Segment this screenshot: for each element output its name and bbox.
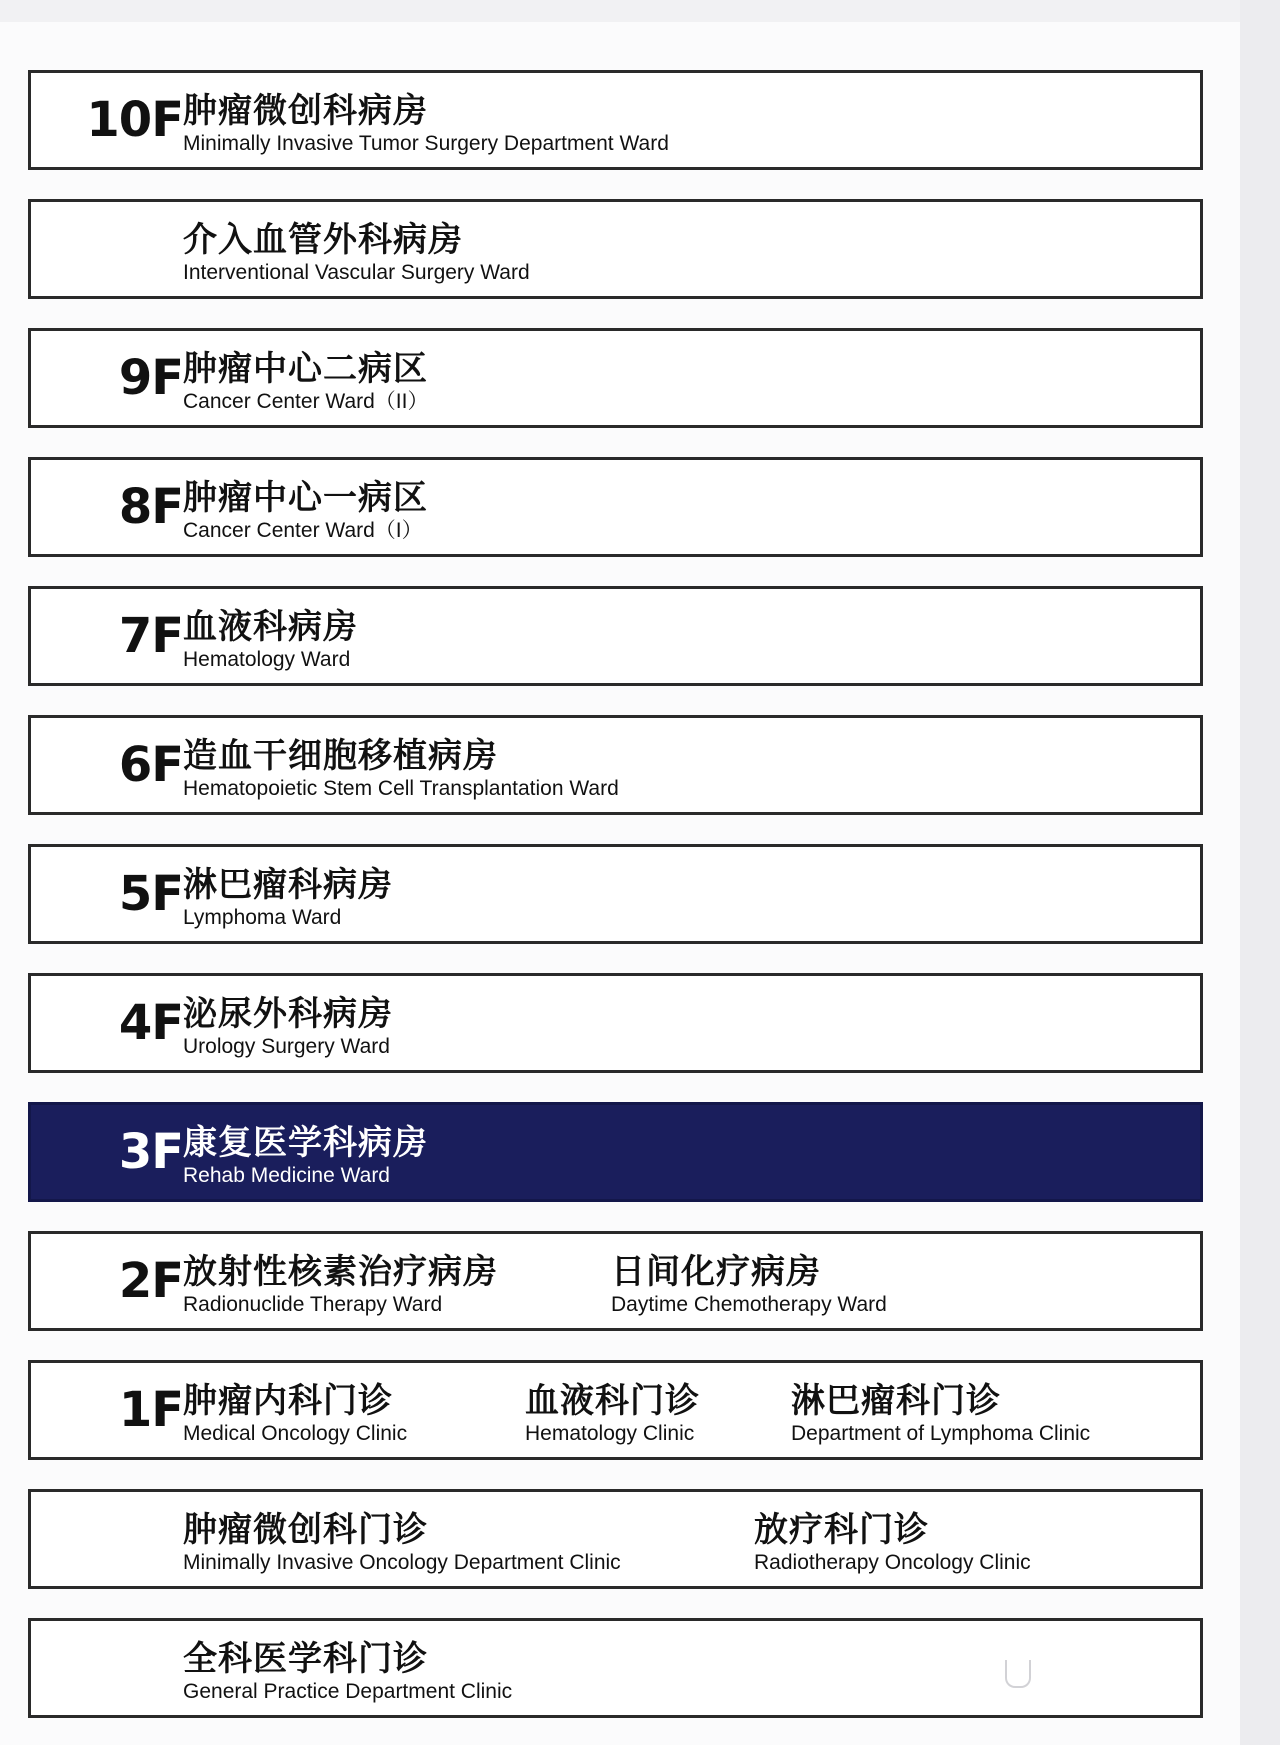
department-name-cn: 全科医学科门诊 (183, 1639, 428, 1679)
department-name-cn: 淋巴瘤科病房 (183, 865, 393, 905)
scuff-mark-decoration (1005, 1660, 1031, 1688)
department-name-en: Medical Oncology Clinic (183, 1422, 408, 1445)
floor-number: 10F (86, 92, 183, 148)
department-entry (183, 1510, 621, 1576)
department-name-cn: 日间化疗病房 (611, 1252, 821, 1292)
department-entry (183, 994, 393, 1060)
floor-row-1f (28, 1360, 1203, 1460)
department-entry (183, 220, 530, 286)
floor-number: 1F (118, 1382, 183, 1438)
floor-row-10f-extra (28, 199, 1203, 299)
department-name-en: Radionuclide Therapy Ward (183, 1293, 443, 1316)
department-entry (183, 1639, 512, 1705)
department-name-cn: 血液科病房 (183, 607, 358, 647)
floor-row-4f (28, 973, 1203, 1073)
floor-row-9f (28, 328, 1203, 428)
department-name-en: General Practice Department Clinic (183, 1680, 513, 1703)
department-entry (183, 1252, 498, 1318)
department-entry (791, 1381, 1090, 1447)
department-name-cn: 康复医学科病房 (183, 1123, 428, 1163)
department-name-cn: 肿瘤中心二病区 (183, 349, 428, 389)
floor-number: 2F (118, 1253, 183, 1309)
department-name-cn: 放射性核素治疗病房 (183, 1252, 498, 1292)
department-entry (754, 1510, 1031, 1576)
floor-row-7f (28, 586, 1203, 686)
department-name-cn: 放疗科门诊 (754, 1510, 929, 1550)
department-name-en: Daytime Chemotherapy Ward (611, 1293, 887, 1316)
floor-number: 4F (118, 995, 183, 1051)
department-entry (183, 865, 393, 931)
department-entry (183, 349, 428, 415)
department-name-en: Hematology Clinic (525, 1422, 695, 1445)
department-name-cn: 肿瘤内科门诊 (183, 1381, 393, 1421)
department-name-cn: 淋巴瘤科门诊 (791, 1381, 1001, 1421)
floor-row-3f-highlighted (28, 1102, 1203, 1202)
department-name-cn: 肿瘤微创科门诊 (183, 1510, 428, 1550)
department-name-en: Cancer Center Ward（II） (183, 390, 429, 413)
department-entry (525, 1381, 700, 1447)
department-name-en: Lymphoma Ward (183, 906, 342, 929)
department-entry (183, 1381, 407, 1447)
department-entry (183, 478, 428, 544)
department-name-en: Minimally Invasive Tumor Surgery Department Ward (183, 132, 669, 155)
department-name-en: Hematopoietic Stem Cell Transplantation Ward (183, 777, 619, 800)
floor-row-10f (28, 70, 1203, 170)
department-name-cn: 肿瘤微创科病房 (183, 91, 428, 131)
floor-row-2f (28, 1231, 1203, 1331)
floor-number: 3F (118, 1124, 183, 1180)
floor-number: 8F (118, 479, 183, 535)
department-name-en: Interventional Vascular Surgery Ward (183, 261, 530, 284)
floor-number: 9F (118, 350, 183, 406)
department-entry (183, 736, 619, 802)
floor-row-5f (28, 844, 1203, 944)
department-name-cn: 造血干细胞移植病房 (183, 736, 498, 776)
floor-number: 7F (118, 608, 183, 664)
department-entry (611, 1252, 887, 1318)
department-name-cn: 血液科门诊 (525, 1381, 700, 1421)
department-name-cn: 介入血管外科病房 (183, 220, 463, 260)
department-entry (183, 91, 669, 157)
department-name-en: Cancer Center Ward（I） (183, 519, 423, 542)
floor-number: 6F (118, 737, 183, 793)
department-name-en: Radiotherapy Oncology Clinic (754, 1551, 1031, 1574)
floor-row-6f (28, 715, 1203, 815)
floor-number: 5F (118, 866, 183, 922)
floor-row-1f-extra (28, 1489, 1203, 1589)
department-name-en: Urology Surgery Ward (183, 1035, 390, 1058)
department-entry (183, 607, 358, 673)
department-name-en: Minimally Invasive Oncology Department Clinic (183, 1551, 621, 1574)
floor-row-8f (28, 457, 1203, 557)
department-name-en: Rehab Medicine Ward (183, 1164, 390, 1187)
department-entry (183, 1123, 428, 1189)
department-name-cn: 肿瘤中心一病区 (183, 478, 428, 518)
department-name-en: Department of Lymphoma Clinic (791, 1422, 1091, 1445)
department-name-en: Hematology Ward (183, 648, 351, 671)
department-name-cn: 泌尿外科病房 (183, 994, 393, 1034)
